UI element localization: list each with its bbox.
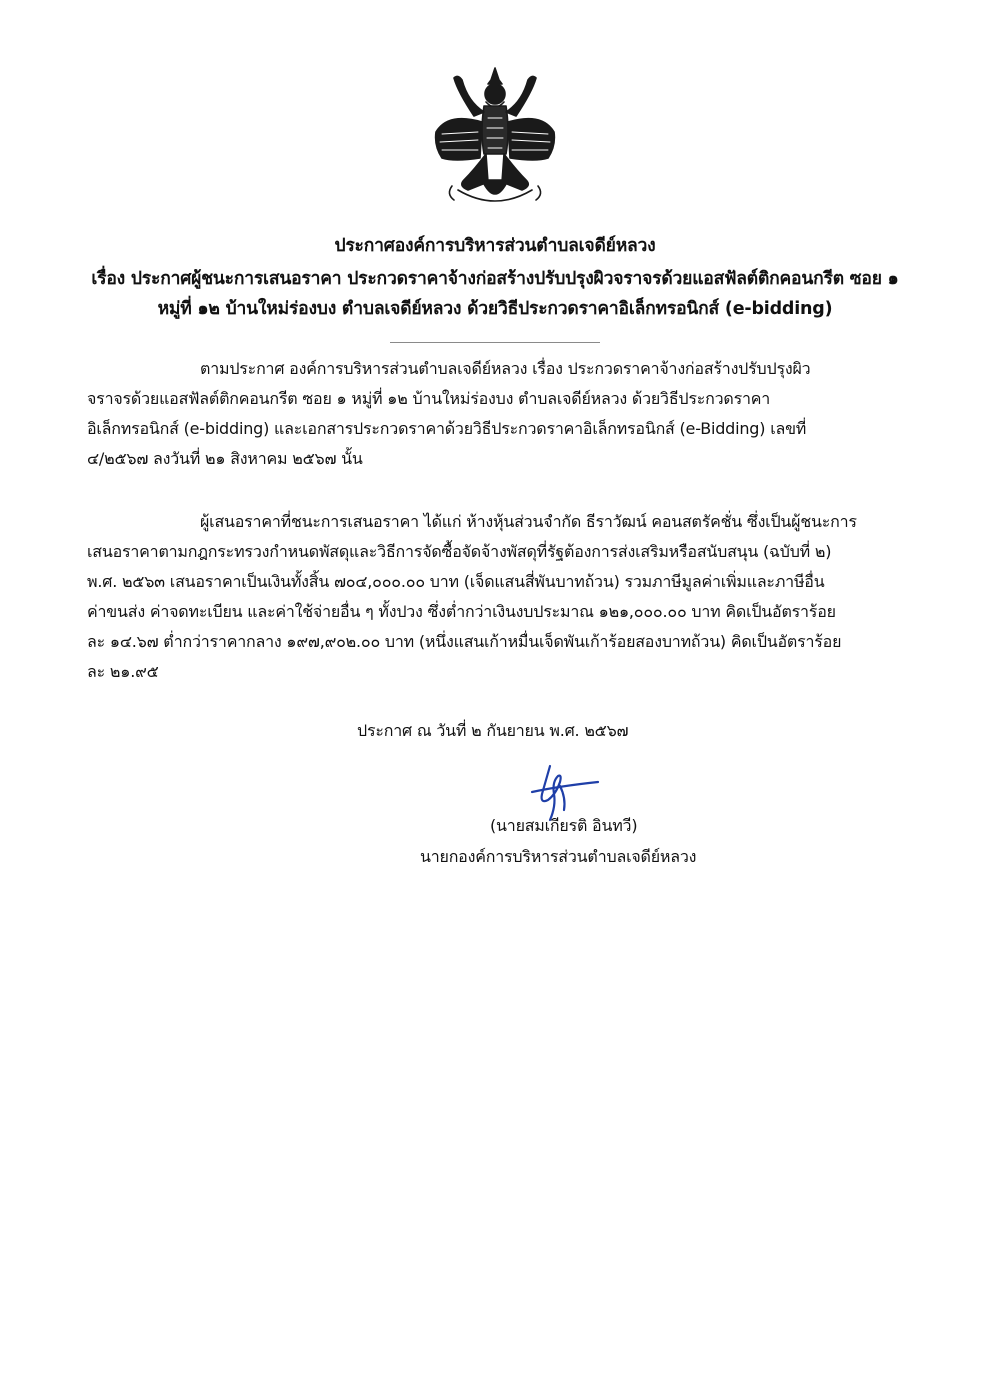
signer-name: (นายสมเกียรติ อินทวี) bbox=[490, 816, 638, 835]
paragraph-1-line-2: จราจรด้วยแอสฟัลต์ติกคอนกรีต ซอย ๑ หมู่ที่ ๑๒ บ้านใหม่ร่องบง ตำบลเจดีย์หลวง ด้วยวิธีประกวดราคา bbox=[87, 389, 771, 408]
paragraph-2-line-3: พ.ศ. ๒๕๖๓ เสนอราคาเป็นเงินทั้งสิ้น ๗๐๔,๐๐๐.๐๐ บาท (เจ็ดแสนสี่พันบาทถ้วน) รวมภาษีมูลค่าเพิ่มและภาษีอื่น bbox=[87, 572, 825, 591]
signer-title: นายกองค์การบริหารส่วนตำบลเจดีย์หลวง bbox=[420, 847, 697, 866]
paragraph-1-line-3: อิเล็กทรอนิกส์ (e-bidding) และเอกสารประกวดราคาด้วยวิธีประกวดราคาอิเล็กทรอนิกส์ (e-Bidding) เลขที่ bbox=[87, 419, 807, 438]
paragraph-2-line-1: ผู้เสนอราคาที่ชนะการเสนอราคา ได้แก่ ห้างหุ้นส่วนจำกัด ธีราวัฒน์ คอนสตรัคชั่น ซึ่งเป็นผู้ชนะการ bbox=[200, 512, 857, 531]
document-subject-line-1: เรื่อง ประกาศผู้ชนะการเสนอราคา ประกวดราคาจ้างก่อสร้างปรับปรุงผิวจราจรด้วยแอสฟัลต์ติกคอนกรีต ซอย ๑ bbox=[91, 269, 899, 289]
announcement-date: ประกาศ ณ วันที่ ๒ กันยายน พ.ศ. ๒๕๖๗ bbox=[357, 721, 629, 740]
paragraph-2-line-6: ละ ๒๑.๙๕ bbox=[87, 662, 159, 681]
paragraph-2-line-5: ละ ๑๔.๖๗ ต่ำกว่าราคากลาง ๑๙๗,๙๐๒.๐๐ บาท (หนึ่งแสนเก้าหมื่นเจ็ดพันเก้าร้อยสองบาทถ้วน) คิดเป็นอัตราร้อย bbox=[87, 632, 842, 651]
paragraph-1-line-1: ตามประกาศ องค์การบริหารส่วนตำบลเจดีย์หลวง เรื่อง ประกวดราคาจ้างก่อสร้างปรับปรุงผิว bbox=[200, 359, 811, 378]
document-subject-line-2: หมู่ที่ ๑๒ บ้านใหม่ร่องบง ตำบลเจดีย์หลวง ด้วยวิธีประกวดราคาอิเล็กทรอนิกส์ (e-bidding) bbox=[157, 299, 833, 319]
paragraph-2-line-2: เสนอราคาตามกฎกระทรวงกำหนดพัสดุและวิธีการจัดซื้อจัดจ้างพัสดุที่รัฐต้องการส่งเสริมหรือสนับสนุน (ฉบับที่ ๒) bbox=[87, 542, 832, 561]
document-title: ประกาศองค์การบริหารส่วนตำบลเจดีย์หลวง bbox=[334, 236, 656, 256]
title-divider bbox=[390, 342, 600, 343]
paragraph-2-line-4: ค่าขนส่ง ค่าจดทะเบียน และค่าใช้จ่ายอื่น ๆ ทั้งปวง ซึ่งต่ำกว่าเงินงบประมาณ ๑๒๑,๐๐๐.๐๐ บาท คิดเป็นอัตราร้อย bbox=[87, 602, 836, 621]
garuda-emblem-icon bbox=[428, 62, 562, 212]
paragraph-1-line-4: ๔/๒๕๖๗ ลงวันที่ ๒๑ สิงหาคม ๒๕๖๗ นั้น bbox=[87, 449, 363, 468]
